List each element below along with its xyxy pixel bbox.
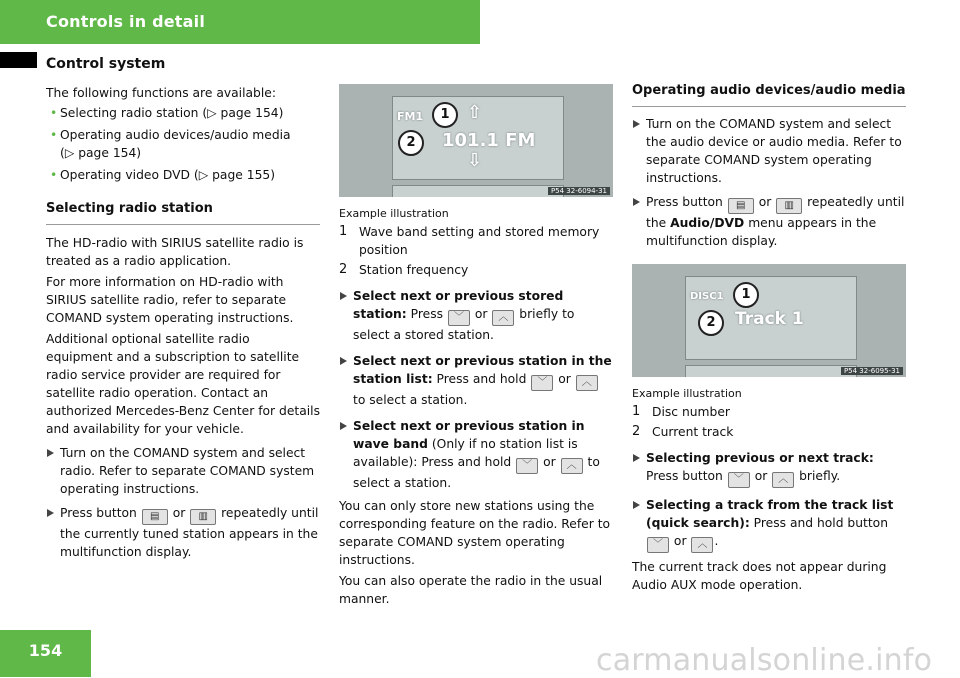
bullet-item bbox=[46, 104, 320, 122]
step-text: to select a station. bbox=[353, 393, 468, 407]
step-arrow-icon bbox=[340, 357, 347, 365]
bullet-text: Operating audio devices/audio media bbox=[60, 128, 291, 142]
instruction-step bbox=[632, 115, 906, 187]
screen-right-key-icon: ▥ bbox=[190, 509, 216, 525]
legend-number: 2 bbox=[632, 424, 641, 439]
chevron-up-key-icon: ︿ bbox=[772, 472, 794, 488]
step-text: Press button bbox=[646, 195, 723, 209]
step-text: Turn on the COMAND system and select radio. Refer to separate COMAND system operating instructions. bbox=[60, 446, 315, 496]
step-text: (Only if no station list is available): Press and hold bbox=[353, 437, 578, 469]
step-text: Press button bbox=[60, 506, 137, 520]
instruction-step bbox=[339, 352, 613, 409]
legend-number: 2 bbox=[339, 262, 348, 277]
display-bottom-bar bbox=[685, 365, 857, 377]
column-right bbox=[632, 82, 906, 594]
screen-left-key-icon: ▤ bbox=[142, 509, 168, 525]
legend-item bbox=[632, 403, 906, 421]
step-arrow-icon bbox=[340, 292, 347, 300]
frequency-label: 101.1 FM bbox=[442, 130, 536, 151]
step-text: or bbox=[758, 195, 772, 209]
page-ref-arrow-icon: ▷ bbox=[198, 168, 209, 182]
step-arrow-icon bbox=[633, 501, 640, 509]
instruction-step bbox=[46, 504, 320, 561]
step-text: menu appears in the multifunction display. bbox=[646, 216, 877, 248]
page-ref: page 154) bbox=[220, 106, 284, 120]
step-arrow-icon bbox=[340, 422, 347, 430]
watermark: carmanualsonline.info bbox=[596, 643, 933, 678]
page-ref: page 155) bbox=[212, 168, 276, 182]
callout-2: 2 bbox=[698, 310, 724, 336]
column-middle bbox=[339, 84, 613, 608]
step-title: Select next or previous stored station: bbox=[353, 289, 564, 321]
step-text: briefly. bbox=[799, 469, 841, 483]
audio-display-illustration bbox=[632, 264, 906, 377]
paragraph: The current track does not appear during Audio AUX mode operation. bbox=[632, 560, 887, 592]
step-text: or bbox=[754, 469, 768, 483]
column-left bbox=[46, 84, 320, 561]
chevron-down-key-icon: ﹀ bbox=[728, 472, 750, 488]
bullet-item: • Operating audio devices/audio media (▷ page 154) bbox=[46, 126, 320, 162]
instruction-step bbox=[632, 193, 906, 250]
page-ref-arrow-icon: ▷ bbox=[64, 146, 75, 160]
screen-right-key-icon: ▥ bbox=[776, 198, 802, 214]
page-ref-arrow-icon: ▷ bbox=[207, 106, 217, 120]
chevron-down-key-icon: ﹀ bbox=[448, 310, 470, 326]
legend-item bbox=[632, 423, 906, 441]
display-bottom-bar bbox=[392, 185, 564, 197]
instruction-step bbox=[632, 449, 906, 488]
menu-name: Audio/DVD bbox=[670, 216, 745, 230]
step-text: Press and hold bbox=[436, 372, 527, 386]
step-title: Selecting a track from the track list (quick search): bbox=[646, 498, 894, 530]
paragraph: For more information on HD-radio with SIRIUS satellite radio, refer to separate COMAND system operating instructions. bbox=[46, 275, 294, 325]
bullet-item bbox=[46, 166, 320, 184]
step-arrow-icon bbox=[47, 509, 54, 517]
instruction-step bbox=[632, 496, 906, 553]
step-text: Press bbox=[410, 307, 444, 321]
disc-label: DISC1 bbox=[690, 291, 724, 302]
chevron-down-key-icon: ﹀ bbox=[516, 458, 538, 474]
step-text: Press and hold button bbox=[753, 516, 888, 530]
legend-number: 1 bbox=[632, 404, 641, 419]
callout-2: 2 bbox=[398, 130, 424, 156]
step-text: or bbox=[474, 307, 488, 321]
step-text: to select a station. bbox=[353, 455, 600, 490]
track-label: Track 1 bbox=[735, 309, 804, 329]
legend-text: Station frequency bbox=[359, 263, 469, 277]
figure-caption: Example illustration bbox=[632, 387, 742, 400]
step-text: repeatedly until the currently tuned station appears in the multifunction display. bbox=[60, 506, 319, 559]
step-text: or bbox=[673, 534, 687, 548]
chevron-up-key-icon: ︿ bbox=[691, 537, 713, 553]
step-text: Press button bbox=[646, 469, 723, 483]
step-arrow-icon bbox=[633, 120, 640, 128]
instruction-step bbox=[339, 417, 613, 492]
step-title: Selecting previous or next track: bbox=[646, 451, 874, 465]
page-number: 154 bbox=[28, 641, 63, 660]
step-text: briefly to select a stored station. bbox=[353, 307, 575, 342]
instruction-step bbox=[46, 444, 320, 498]
paragraph: The HD-radio with SIRIUS satellite radio is treated as a radio application. bbox=[46, 236, 304, 268]
subheading-operating-audio: Operating audio devices/audio media bbox=[632, 82, 906, 107]
chevron-up-key-icon: ︿ bbox=[576, 375, 598, 391]
callout-1: 1 bbox=[432, 102, 458, 128]
step-text: or bbox=[558, 372, 571, 386]
figure-code: P54 32-6094-31 bbox=[548, 187, 610, 195]
bullet-text: Operating video DVD ( bbox=[60, 168, 199, 182]
step-arrow-icon bbox=[633, 454, 640, 462]
step-title: Select next or previous station in the station list: bbox=[353, 354, 612, 386]
section-tab-marker bbox=[0, 52, 37, 68]
chevron-down-key-icon: ﹀ bbox=[647, 537, 669, 553]
figure-caption: Example illustration bbox=[339, 207, 449, 220]
section-title: Control system bbox=[46, 56, 166, 72]
chevron-down-key-icon: ﹀ bbox=[531, 375, 553, 391]
instruction-step bbox=[339, 287, 613, 344]
paragraph: Additional optional satellite radio equipment and a subscription to satellite radio service provider are required for satellite radio operation. Contact an authorized Mercedes-Benz Center for details and availability for your vehicle. bbox=[46, 332, 320, 436]
step-arrow-icon bbox=[633, 198, 640, 206]
subheading-selecting-radio-station: Selecting radio station bbox=[46, 200, 320, 225]
step-text: or bbox=[172, 506, 186, 520]
legend-text: Current track bbox=[652, 425, 734, 439]
intro-text: The following functions are available: bbox=[46, 86, 276, 100]
legend-text: Disc number bbox=[652, 405, 730, 419]
legend-text: Wave band setting and stored memory position bbox=[359, 225, 600, 257]
legend-item bbox=[339, 223, 613, 259]
radio-display-illustration bbox=[339, 84, 613, 197]
step-text: or bbox=[543, 455, 556, 469]
chevron-up-key-icon: ︿ bbox=[492, 310, 514, 326]
chevron-up-key-icon: ︿ bbox=[561, 458, 583, 474]
step-text: . bbox=[714, 534, 719, 548]
arrow-down-icon: ⇩ bbox=[467, 150, 483, 171]
bullet-text: Selecting radio station ( bbox=[60, 106, 208, 120]
step-text: repeatedly until the bbox=[646, 195, 905, 230]
page-header-title: Controls in detail bbox=[46, 12, 205, 31]
paragraph: You can only store new stations using the corresponding feature on the radio. Refer to separate COMAND system operating instructions. bbox=[339, 499, 611, 567]
legend-item bbox=[339, 261, 613, 279]
arrow-up-icon: ⇧ bbox=[467, 102, 483, 123]
step-text: Turn on the COMAND system and select the audio device or audio media. Refer to separate COMAND system operating instructions. bbox=[646, 117, 902, 185]
figure-code: P54 32-6095-31 bbox=[841, 367, 903, 375]
page-ref: page 154) bbox=[78, 146, 142, 160]
step-arrow-icon bbox=[47, 449, 54, 457]
paragraph: You can also operate the radio in the usual manner. bbox=[339, 574, 603, 606]
screen-left-key-icon: ▤ bbox=[728, 198, 754, 214]
legend-number: 1 bbox=[339, 224, 348, 239]
step-title: Select next or previous station in wave band bbox=[353, 419, 585, 451]
wave-band-label: FM1 bbox=[397, 110, 424, 123]
callout-1: 1 bbox=[733, 282, 759, 308]
